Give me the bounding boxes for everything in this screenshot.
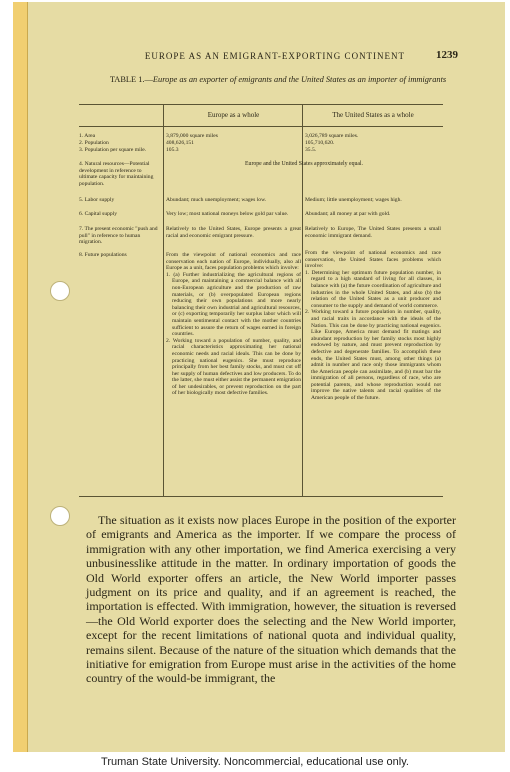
punch-hole xyxy=(50,281,70,301)
row-label-labor-supply: 5. Labor supply xyxy=(79,197,115,203)
us-future-point-2: 2. Working toward a future population in number, quality, and racial traits in accordance with the ideals of the Nation. This can be done by practicing national eugenics. Like Europe, America must demand fit matings and abundant reproduction by her family stocks most highly endowed by nature, and must prevent reproduction by defective and degenerate families. To accomplish these ends, the United States must, among other things (a) admit in number and race only those immigrants whom the American people can assimilate, and (b) must bar the immigration of all persons, regardless of race, who are potential parents, and whose reproduction would not improve the native talents and racial qualities of the American people of the future. xyxy=(305,309,441,402)
cell-europe-future-populations xyxy=(166,252,301,397)
table-bottom-rule xyxy=(79,496,443,497)
cell-europe-labor-supply: Abundant; much unemployment; wages low. xyxy=(166,197,267,203)
europe-future-intro: From the viewpoint of national economics and race conservation each nation of Europe, individually, also all Europe as a unit, faces population problems which involve: xyxy=(166,252,301,272)
cell-europe-capital-supply: Very low; most national moneys below gold par value. xyxy=(166,211,289,217)
footer-attribution: Truman State University. Noncommercial, educational use only. xyxy=(101,756,409,768)
row-label-area: 1. Area xyxy=(79,133,96,139)
table-top-rule xyxy=(79,104,443,105)
table-caption-title: Europe as an exporter of emigrants and the United States as an importer of immigrants xyxy=(152,75,447,84)
row-label-population-density: 3. Population per square mile. xyxy=(79,147,147,153)
cell-europe-area: 3,879,000 square miles xyxy=(166,133,218,139)
table-caption xyxy=(78,75,478,85)
page-number: 1239 xyxy=(436,49,458,61)
europe-future-point-2: 2. Working toward a population of number, quality, and racial characteristics approximating her national economic needs and racial ideals. This can be done by practicing national eugenics. She must reproduce principally from her best family stocks, and must cut off her supply of human defectives and low producers. To do the latter, she must either assist the permanent emigration of her undesirables, or prevent reproduction on the part of her biologically most defective families. xyxy=(166,337,301,397)
cell-natural-resources-span: Europe and the United States approximately equal. xyxy=(245,161,363,167)
cell-us-future-populations xyxy=(305,250,441,402)
us-future-intro: From the viewpoint of national economics and race conservation, the United States faces problems which involve: xyxy=(305,250,441,270)
cell-us-labor-supply: Medium; little unemployment; wages high. xyxy=(305,197,402,203)
cell-us-population: 105,710,620. xyxy=(305,140,335,146)
cell-europe-push-and-pull: Relatively to the United States, Europe presents a great racial and economic emigrant pressure. xyxy=(166,226,301,239)
running-head: EUROPE AS AN EMIGRANT-EXPORTING CONTINENT xyxy=(144,51,406,61)
row-label-capital-supply: 6. Capital supply xyxy=(79,211,118,217)
row-label-future-populations: 8. Future populations xyxy=(79,252,127,258)
europe-future-point-1: 1. (a) Further industrializing the agricultural regions of Europe, and maintaining a commercial balance with all non-European agriculture and the production of raw materials, or (b) overpopulated European regions reducing their own populations and more nearly balancing their own industrial and agricultural resources, or (c) exporting temporarily her surplus labor which will maintain sentimental contact with the mother countries sufficient to assure the return of wages earned in foreign countries. xyxy=(166,271,301,338)
us-future-point-1: 1. Determining her optimum future population number, in regard to a high standard of living for all classes, in balance with (a) the future coordination of agriculture and industries in the whole United States, and also (b) the relation of the United States as a unit producer and consumer to the supply and demand of world commerce. xyxy=(305,269,441,309)
cell-europe-population: 408,626,151 xyxy=(166,140,194,146)
table-caption-label: TABLE 1.— xyxy=(109,75,153,84)
cell-europe-population-density: 105.3 xyxy=(166,147,179,153)
table-column-divider xyxy=(163,104,164,496)
row-label-population: 2. Population xyxy=(79,140,109,146)
cell-us-area: 3,026,789 square miles. xyxy=(305,133,359,139)
column-header-us: The United States as a whole xyxy=(332,111,414,119)
cell-us-capital-supply: Abundant; all money at par with gold. xyxy=(305,211,391,217)
cell-us-population-density: 35.5. xyxy=(305,147,317,153)
body-paragraph: The situation as it exists now places Europe in the position of the exporter of emigrants and America as the importer. If we compare the process of immigration with any other importation, we find America exercising a very unbusinesslike attitude in the matter. In ordinary importation of goods the Old World exporter offers an article, the New World importer passes judgment on its price and quality, and if an agreement is reached, the importation is effected. With immigration, however, the situation is reversed—the Old World exporter does the selecting and the New World importer, except for the recent limitations of national quota and individual quality, remains silent. Because of the nature of the situation which demands that the initiative for emigration from Europe must arise in the activities of the home country of the would-be immigrant, the xyxy=(86,513,456,686)
column-header-europe: Europe as a whole xyxy=(207,111,260,119)
punch-hole xyxy=(50,506,70,526)
binding-margin-strip xyxy=(13,2,28,752)
table-header-rule xyxy=(79,126,443,127)
row-label-push-and-pull: 7. The present economic "push and pull" in reference to human migration. xyxy=(79,226,158,246)
row-label-natural-resources: 4. Natural resources—Potential development in reference to ultimate capacity for maintaining population. xyxy=(79,161,154,187)
cell-us-push-and-pull: Relatively to Europe, The United States presents a small economic immigrant demand. xyxy=(305,226,441,239)
